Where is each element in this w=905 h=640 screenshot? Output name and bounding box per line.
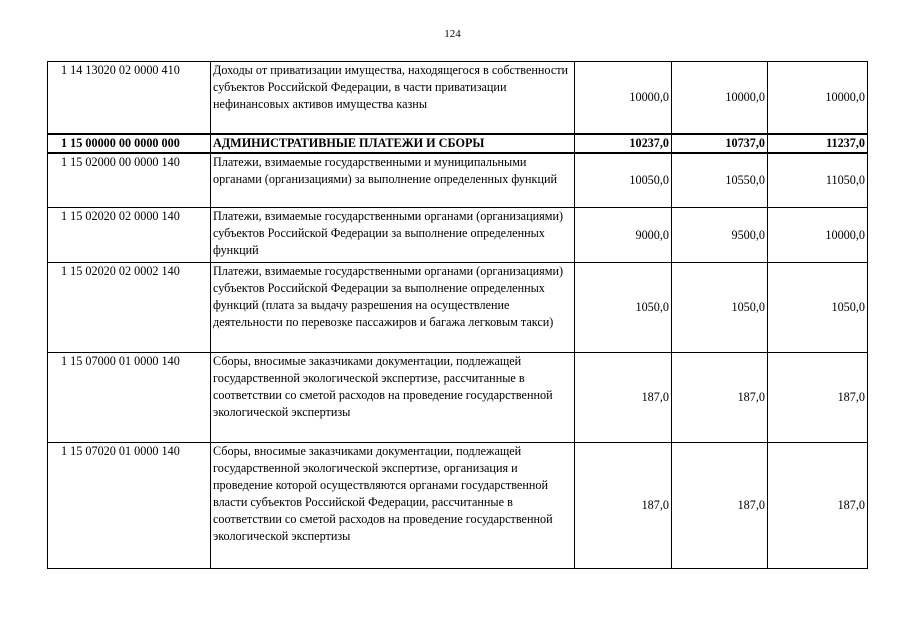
value-year-2-cell: 187,0 xyxy=(672,443,768,569)
value-year-3-cell: 187,0 xyxy=(768,443,868,569)
value-year-1-cell: 10050,0 xyxy=(575,153,672,208)
value-year-2-cell: 187,0 xyxy=(672,353,768,443)
budget-code-cell: 1 15 07000 01 0000 140 xyxy=(48,353,211,443)
value-year-3-cell: 11050,0 xyxy=(768,153,868,208)
value-year-2-cell: 10737,0 xyxy=(672,134,768,153)
income-name-cell: Доходы от приватизации имущества, находящегося в собственности субъектов Российской Федерации, в части приватизации нефинансовых активов имущества казны xyxy=(211,62,575,134)
value-year-1-cell: 187,0 xyxy=(575,443,672,569)
budget-code-cell: 1 15 00000 00 0000 000 xyxy=(48,134,211,153)
value-year-2-cell: 9500,0 xyxy=(672,208,768,263)
income-name-cell: Платежи, взимаемые государственными органами (организациями) субъектов Российской Федерации за выполнение определенных функций xyxy=(211,208,575,263)
budget-code-cell: 1 15 02000 00 0000 140 xyxy=(48,153,211,208)
income-name-cell: Платежи, взимаемые государственными и муниципальными органами (организациями) за выполнение определенных функций xyxy=(211,153,575,208)
table-row xyxy=(48,62,868,134)
page-number: 124 xyxy=(444,28,461,40)
budget-code-cell: 1 14 13020 02 0000 410 xyxy=(48,62,211,134)
value-year-1-cell: 1050,0 xyxy=(575,263,672,353)
value-year-3-cell: 10000,0 xyxy=(768,208,868,263)
budget-code-cell: 1 15 02020 02 0002 140 xyxy=(48,263,211,353)
table-row xyxy=(48,443,868,569)
income-name-cell: АДМИНИСТРАТИВНЫЕ ПЛАТЕЖИ И СБОРЫ xyxy=(211,134,575,153)
value-year-1-cell: 10000,0 xyxy=(575,62,672,134)
value-year-2-cell: 10550,0 xyxy=(672,153,768,208)
budget-code-cell: 1 15 07020 01 0000 140 xyxy=(48,443,211,569)
table-row-section-total xyxy=(48,134,868,153)
budget-revenue-table xyxy=(47,61,868,569)
value-year-2-cell: 1050,0 xyxy=(672,263,768,353)
table-row xyxy=(48,353,868,443)
table-row xyxy=(48,153,868,208)
budget-code-cell: 1 15 02020 02 0000 140 xyxy=(48,208,211,263)
value-year-3-cell: 10000,0 xyxy=(768,62,868,134)
value-year-2-cell: 10000,0 xyxy=(672,62,768,134)
table-row xyxy=(48,263,868,353)
value-year-1-cell: 10237,0 xyxy=(575,134,672,153)
income-name-cell: Платежи, взимаемые государственными органами (организациями) субъектов Российской Федерации за выполнение определенных функций (плата за выдачу разрешения на осуществление деятельности по перевозке пассажиров и багажа легковым такси) xyxy=(211,263,575,353)
income-name-cell: Сборы, вносимые заказчиками документации, подлежащей государственной экологической экспертизе, рассчитанные в соответствии со сметой расходов на проведение государственной экологической экспертизы xyxy=(211,353,575,443)
value-year-1-cell: 9000,0 xyxy=(575,208,672,263)
value-year-3-cell: 1050,0 xyxy=(768,263,868,353)
income-name-cell: Сборы, вносимые заказчиками документации, подлежащей государственной экологической экспертизе, организация и проведение которой осуществляются органами государственной власти субъектов Российской Федерации, рассчитанные в соответствии со сметой расходов на проведение государственной экологической экспертизы xyxy=(211,443,575,569)
value-year-1-cell: 187,0 xyxy=(575,353,672,443)
value-year-3-cell: 11237,0 xyxy=(768,134,868,153)
table-row xyxy=(48,208,868,263)
value-year-3-cell: 187,0 xyxy=(768,353,868,443)
